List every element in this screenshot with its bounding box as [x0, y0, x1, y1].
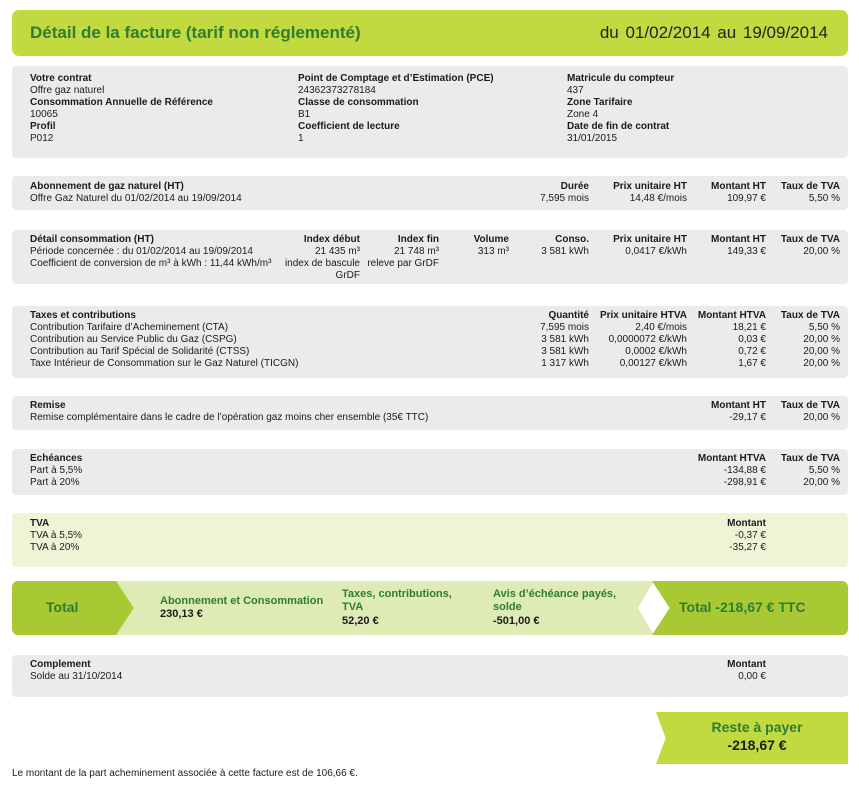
contract-label: Profil	[30, 121, 56, 132]
total-abo-value: 230,13 €	[160, 608, 203, 620]
consommation-index-debut-note: GrDF	[335, 270, 360, 281]
contract-label: Matricule du compteur	[567, 73, 675, 84]
taxes-row-label: Taxe Intérieur de Consommation sur le Gaz Naturel (TICGN)	[30, 358, 299, 369]
tva-title: TVA	[30, 518, 50, 529]
taxes-row-label: Contribution au Tarif Spécial de Solidarité (CTSS)	[30, 346, 250, 357]
taxes-row-tva: 20,00 %	[803, 334, 840, 345]
abonnement-header-prix: Prix unitaire HT	[613, 181, 687, 192]
total-avis-value: -501,00 €	[493, 615, 540, 627]
complement-montant: 0,00 €	[738, 671, 766, 682]
abonnement-duree: 7,595 mois	[540, 193, 589, 204]
contract-label: Classe de consommation	[298, 97, 419, 108]
contract-value: 31/01/2015	[567, 133, 618, 144]
footer-note: Le montant de la part acheminement associée à cette facture est de 106,66 €.	[12, 768, 358, 779]
consommation-desc-coefficient: Coefficient de conversion de m³ à kWh : 11,44 kWh/m³	[30, 258, 272, 269]
reste-a-payer-label: Reste à payer	[711, 719, 803, 735]
consommation-panel	[12, 230, 848, 284]
consommation-index-fin: 21 748 m³	[393, 246, 439, 257]
total-ttc: Total -218,67 € TTC	[679, 599, 806, 615]
remise-panel	[12, 396, 848, 430]
taxes-row-quantite: 3 581 kWh	[541, 346, 589, 357]
consommation-conso: 3 581 kWh	[541, 246, 589, 257]
contract-value: Zone 4	[567, 109, 599, 120]
taxes-row-prix: 2,40 €/mois	[635, 322, 687, 333]
taxes-row-label: Contribution Tarifaire d’Acheminement (CTA)	[30, 322, 229, 333]
reste-a-payer-value: -218,67 €	[727, 737, 787, 753]
remise-desc: Remise complémentaire dans le cadre de l’opération gaz moins cher ensemble (35€ TTC)	[30, 412, 429, 423]
abonnement-title: Abonnement de gaz naturel (HT)	[30, 181, 184, 192]
contract-col-1	[30, 73, 213, 145]
abonnement-desc: Offre Gaz Naturel du 01/02/2014 au 19/09/2014	[30, 193, 242, 204]
taxes-row-tva: 5,50 %	[808, 322, 840, 333]
consommation-index-debut: 21 435 m³	[314, 246, 360, 257]
contract-value: 10065	[30, 109, 58, 120]
total-label: Total	[46, 599, 79, 615]
abonnement-header-tva: Taux de TVA	[780, 181, 840, 192]
contract-label: Date de fin de contrat	[567, 121, 670, 132]
tva-row-label: TVA à 20%	[30, 542, 80, 553]
abonnement-prix: 14,48 €/mois	[629, 193, 687, 204]
abonnement-tva: 5,50 %	[808, 193, 840, 204]
contract-value: 1	[298, 133, 304, 144]
echeances-row-label: Part à 5,5%	[30, 465, 83, 476]
taxes-title: Taxes et contributions	[30, 310, 136, 321]
consommation-title: Détail consommation (HT)	[30, 234, 154, 245]
consommation-header-volume: Volume	[473, 234, 509, 245]
echeances-row-tva: 5,50 %	[808, 465, 840, 476]
invoice-period: du 01/02/2014 au 19/09/2014	[599, 23, 828, 42]
contract-col-2	[298, 73, 494, 145]
taxes-header-tva: Taux de TVA	[780, 310, 840, 321]
taxes-row-quantite: 7,595 mois	[540, 322, 589, 333]
taxes-header-prix: Prix unitaire HTVA	[599, 310, 687, 321]
total-taxes-label: Taxes, contributions,	[342, 588, 452, 600]
taxes-row-montant: 1,67 €	[738, 358, 766, 369]
abonnement-montant: 109,97 €	[727, 193, 766, 204]
total-taxes-value: 52,20 €	[342, 615, 379, 627]
consommation-header-tva: Taux de TVA	[780, 234, 840, 245]
contract-label: Votre contrat	[30, 73, 92, 84]
contract-label: Zone Tarifaire	[567, 97, 633, 108]
taxes-row-montant: 0,03 €	[738, 334, 766, 345]
taxes-row-prix: 0,0000072 €/kWh	[608, 334, 687, 345]
tva-row-montant: -0,37 €	[734, 530, 766, 541]
consommation-header-prix: Prix unitaire HT	[613, 234, 687, 245]
taxes-row-tva: 20,00 %	[803, 346, 840, 357]
echeances-row-label: Part à 20%	[30, 477, 80, 488]
taxes-row-label: Contribution au Service Public du Gaz (CSPG)	[30, 334, 237, 345]
echeances-row-montant: -134,88 €	[723, 465, 766, 476]
consommation-header-conso: Conso.	[555, 234, 589, 245]
total-avis-label: solde	[493, 601, 522, 613]
tva-row-montant: -35,27 €	[729, 542, 766, 553]
contract-value: 437	[567, 85, 584, 96]
tva-header-montant: Montant	[727, 518, 766, 529]
invoice-title: Détail de la facture (tarif non réglementé)	[30, 23, 361, 42]
echeances-panel	[12, 449, 848, 495]
taxes-row-prix: 0,0002 €/kWh	[625, 346, 687, 357]
taxes-row-montant: 0,72 €	[738, 346, 766, 357]
contract-value: B1	[298, 109, 311, 120]
contract-panel	[12, 66, 848, 158]
total-abo-label: Abonnement et Consommation	[160, 595, 324, 607]
total-bar	[12, 581, 848, 635]
total-avis-label: Avis d’échéance payés,	[493, 588, 617, 600]
contract-label: Coefficient de lecture	[298, 121, 400, 132]
echeances-title: Echéances	[30, 453, 83, 464]
echeances-row-tva: 20,00 %	[803, 477, 840, 488]
consommation-index-fin-note: releve par GrDF	[367, 258, 439, 269]
echeances-header-montant: Montant HTVA	[697, 453, 766, 464]
abonnement-header-duree: Durée	[560, 181, 589, 192]
tva-row-label: TVA à 5,5%	[30, 530, 83, 541]
taxes-header-quantite: Quantité	[548, 310, 589, 321]
abonnement-header-montant: Montant HT	[711, 181, 766, 192]
consommation-prix: 0,0417 €/kWh	[625, 246, 687, 257]
contract-label: Point de Comptage et d’Estimation (PCE)	[298, 73, 494, 84]
consommation-desc-periode: Période concernée : du 01/02/2014 au 19/09/2014	[30, 246, 253, 257]
remise-montant: -29,17 €	[729, 412, 766, 423]
invoice-header	[12, 10, 848, 56]
echeances-row-montant: -298,91 €	[723, 477, 766, 488]
remise-header-montant: Montant HT	[711, 400, 766, 411]
echeances-header-tva: Taux de TVA	[780, 453, 840, 464]
abonnement-panel	[12, 176, 848, 210]
consommation-montant: 149,33 €	[727, 246, 766, 257]
tva-panel	[12, 513, 848, 567]
taxes-header-montant: Montant HTVA	[697, 310, 766, 321]
remise-header-tva: Taux de TVA	[780, 400, 840, 411]
complement-panel	[12, 655, 848, 697]
taxes-row-quantite: 3 581 kWh	[541, 334, 589, 345]
total-taxes-label: TVA	[342, 601, 364, 613]
taxes-row-prix: 0,00127 €/kWh	[619, 358, 687, 369]
contract-label: Consommation Annuelle de Référence	[30, 97, 213, 108]
taxes-panel	[12, 306, 848, 378]
contract-col-3	[567, 73, 674, 145]
consommation-header-index-debut: Index début	[303, 234, 360, 245]
consommation-header-index-fin: Index fin	[397, 234, 439, 245]
contract-value: Offre gaz naturel	[30, 85, 105, 96]
consommation-volume: 313 m³	[477, 246, 509, 257]
consommation-header-montant: Montant HT	[711, 234, 766, 245]
complement-title: Complement	[30, 659, 91, 670]
taxes-row-quantite: 1 317 kWh	[541, 358, 589, 369]
remise-title: Remise	[30, 400, 66, 411]
taxes-row-montant: 18,21 €	[732, 322, 766, 333]
contract-value: P012	[30, 133, 54, 144]
consommation-index-debut-note: index de bascule	[284, 258, 360, 269]
consommation-tva: 20,00 %	[803, 246, 840, 257]
complement-desc: Solde au 31/10/2014	[30, 671, 123, 682]
remise-tva: 20,00 %	[803, 412, 840, 423]
taxes-row-tva: 20,00 %	[803, 358, 840, 369]
complement-header-montant: Montant	[727, 659, 766, 670]
contract-value: 24362373278184	[298, 85, 376, 96]
